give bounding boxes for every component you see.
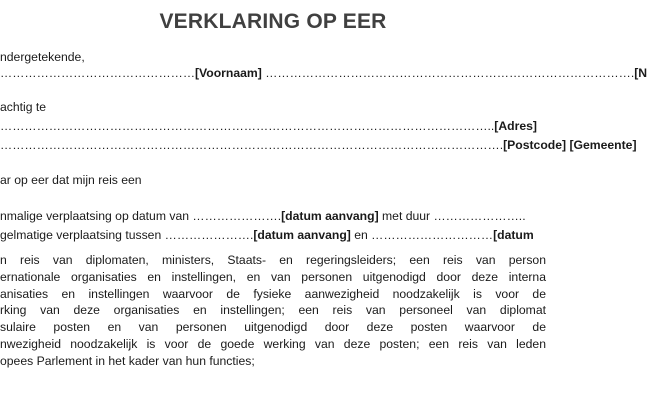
regular-trip-and-text: en ………………………… bbox=[350, 228, 494, 242]
exemption-paragraph bbox=[0, 252, 546, 370]
single-trip-text: nmalige verplaatsing op datum van …………………. bbox=[0, 209, 282, 223]
address-line bbox=[0, 118, 546, 134]
option-regular-trip bbox=[0, 227, 546, 243]
last-name-field[interactable]: [N bbox=[634, 66, 647, 80]
name-dots-2: ………………………………………………………………………………. bbox=[265, 66, 635, 80]
declaration-intro: ar op eer dat mijn reis een bbox=[0, 173, 142, 187]
name-dots-1: ………………………………………… bbox=[0, 66, 195, 80]
first-name-field[interactable]: [Voornaam] bbox=[195, 66, 262, 80]
address-dots: ………………………………………………………………………………………………………….. bbox=[0, 119, 495, 133]
regular-trip-start-date-field[interactable]: [datum aanvang] bbox=[253, 228, 351, 242]
undersigned-intro: ndergetekende, bbox=[0, 50, 85, 64]
single-trip-start-date-field[interactable]: [datum aanvang] bbox=[281, 209, 379, 223]
postcode-field[interactable]: [Postcode] bbox=[503, 138, 567, 152]
document-title: VERKLARING OP EER bbox=[159, 10, 387, 33]
municipality-field[interactable]: [Gemeente] bbox=[569, 138, 637, 152]
paragraph-line: n reis van diplomaten, ministers, Staats- en regeringsleiders; een reis van person bbox=[0, 253, 546, 267]
paragraph-line: nwezigheid noodzakelijk is voor de goede werking van deze posten; een reis van leden bbox=[0, 336, 546, 351]
paragraph-line: ernationale organisaties en instellingen, en van personen uitgenodigd door deze interna bbox=[0, 269, 546, 284]
paragraph-line: anisaties en instellingen waarvoor de fysieke aanwezigheid noodzakelijk is voor de bbox=[0, 286, 546, 301]
option-single-trip bbox=[0, 208, 546, 224]
residence-intro: achtig te bbox=[0, 100, 47, 114]
postcode-line bbox=[0, 137, 637, 153]
regular-trip-end-date-field[interactable]: [datum bbox=[493, 228, 534, 242]
name-line bbox=[0, 65, 647, 81]
single-trip-duration-text: met duur ………………….. bbox=[378, 209, 526, 223]
paragraph-line: sulaire posten en van personen uitgenodigd door deze posten waarvoor de bbox=[0, 320, 546, 335]
postcode-dots: ……………………………………………………………………………………………………………. bbox=[0, 138, 504, 152]
paragraph-line: rking van deze organisaties en instellingen; een reis van personeel van diplomat bbox=[0, 303, 546, 318]
paragraph-line: opees Parlement in het kader van hun functies; bbox=[0, 353, 255, 368]
address-field[interactable]: [Adres] bbox=[494, 119, 537, 133]
regular-trip-text: gelmatige verplaatsing tussen …………………. bbox=[0, 228, 254, 242]
